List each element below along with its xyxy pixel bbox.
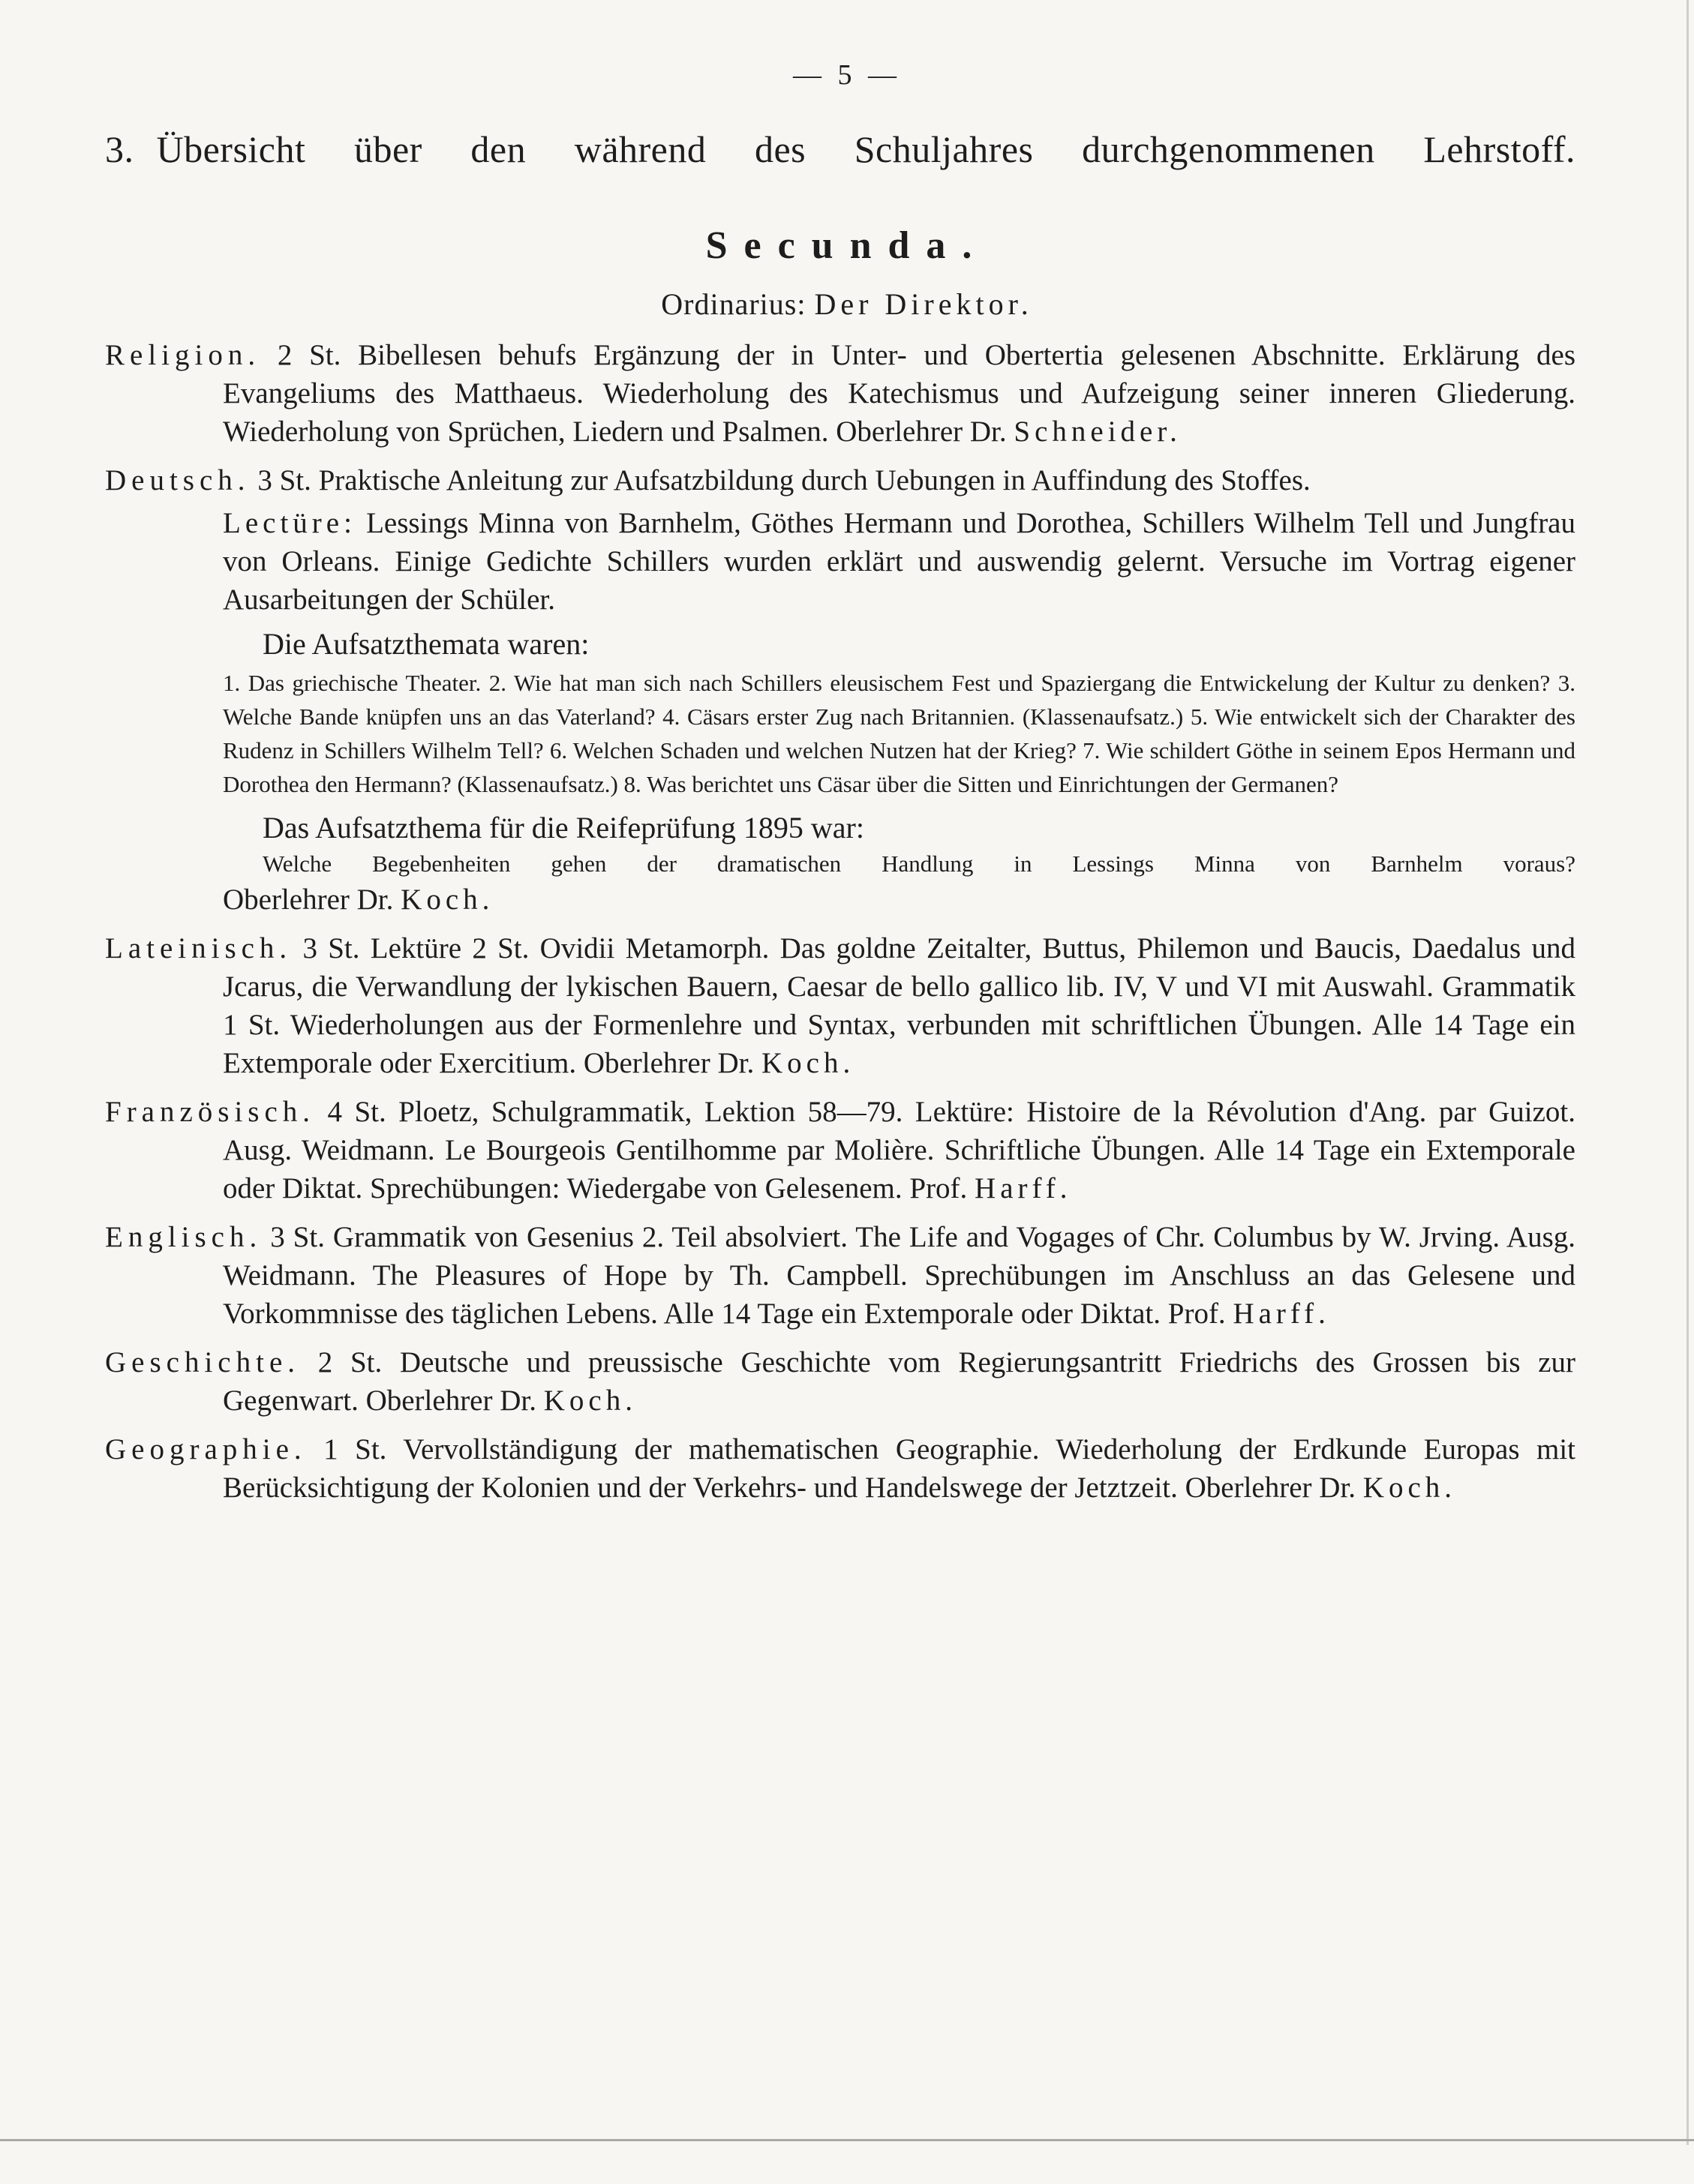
subject-teacher: Harff. [975, 1172, 1072, 1204]
themes-heading: Die Aufsatzthemata waren: [263, 627, 590, 661]
subject-teacher: Koch. [1362, 1472, 1457, 1504]
reife-heading: Das Aufsatzthema für die Reifeprüfung 1895 war: [263, 811, 864, 844]
subject-teacher: Harff. [1233, 1298, 1330, 1330]
subject-name: Geschichte. [105, 1346, 301, 1378]
lecture-text: Lessings Minna von Barnhelm, Göthes Hermann und Dorothea, Schillers Wilhelm Tell und Jungfrau von Orleans. Einige Gedichte Schillers wurden erklärt und auswendig gelernt. Versuche im Vortrag eigener Ausarbeitungen der Schüler. [223, 507, 1575, 616]
subject-name: Englisch. [105, 1221, 263, 1253]
deutsch-intro [105, 461, 1575, 500]
subject-name: Deutsch. [105, 464, 251, 496]
reife-text: Welche Begebenheiten gehen der dramatischen Handlung in Lessings Minna von Barnhelm voraus? [263, 850, 1575, 877]
deutsch-lecture [105, 504, 1575, 619]
subject-deutsch [105, 461, 1575, 919]
ordinarius-name: Der Direktor. [814, 287, 1033, 321]
ordinarius-line [0, 286, 1694, 322]
page-number: — 5 — [793, 59, 901, 91]
class-name: Secunda. [705, 224, 989, 267]
page-edge-bottom [0, 2139, 1694, 2141]
subject-teacher: Schneider. [1014, 416, 1182, 448]
subject-religion [105, 336, 1575, 451]
ordinarius-label: Ordinarius: [661, 287, 806, 321]
themes-list [105, 666, 1575, 801]
subject-geographie [105, 1430, 1575, 1507]
subject-text: 4 St. Ploetz, Schulgrammatik, Lektion 58—79. Lektüre: Histoire de la Révolution d'Ang. par Guizot. Ausg. Weidmann. Le Bourgeois Gentilhomme par Molière. Schriftliche Übungen. Alle 14 Tage ein Extemporale oder Diktat. Sprechübungen: Wiedergabe von Gelesenem. Prof. [223, 1096, 1576, 1204]
subject-text: 3 St. Grammatik von Gesenius 2. Teil absolviert. The Life and Vogages of Chr. Columbus by W. Jrving. Ausg. Weidmann. The Pleasures of Hope by Th. Campbell. Sprechübungen im Anschluss an das Gelesene und Vorkommnisse des täglichen Lebens. Alle 14 Tage ein Extemporale oder Diktat. Prof. [223, 1221, 1575, 1330]
deutsch-teacher-line [105, 880, 1575, 919]
subject-name: Religion. [105, 339, 261, 371]
subject-name: Lateinisch. [105, 932, 293, 964]
subject-teacher: Koch. [761, 1047, 855, 1079]
subject-name: Französisch. [105, 1096, 316, 1128]
section-title: Übersicht über den während des Schuljahres durchgenommenen Lehrstoff. [156, 128, 1575, 170]
subject-franzoesisch [105, 1093, 1575, 1208]
subject-text: 2 St. Bibellesen behufs Ergänzung der in Unter- und Obertertia gelesenen Abschnitte. Erklärung des Evangeliums des Matthaeus. Wiederholung des Katechismus und Aufzeigung seiner inneren Gliederung. Wiederholung von Sprüchen, Liedern und Psalmen. Oberlehrer Dr. [223, 339, 1575, 448]
subject-name: Geographie. [105, 1433, 307, 1466]
lecture-label: Lectüre: [223, 507, 356, 539]
subject-text: 2 St. Deutsche und preussische Geschichte vom Regierungsantritt Friedrichs des Grossen bis zur Gegenwart. Oberlehrer Dr. [223, 1346, 1576, 1417]
subject-teacher: Koch. [543, 1384, 637, 1417]
subject-text: 3 St. Lektüre 2 St. Ovidii Metamorph. Das goldne Zeitalter, Buttus, Philemon und Baucis, Daedalus und Jcarus, die Verwandlung der lykischen Bauern, Caesar de bello gallico lib. IV, V und VI mit Auswahl. Grammatik 1 St. Wiederholungen aus der Formenlehre und Syntax, verbunden mit schriftlichen Übungen. Alle 14 Tage ein Extemporale oder Exercitium. Oberlehrer Dr. [223, 932, 1575, 1079]
subject-englisch [105, 1218, 1575, 1333]
themes-text: 1. Das griechische Theater. 2. Wie hat man sich nach Schillers eleusischem Fest und Spaziergang die Entwickelung der Kultur zu denken? 3. Welche Bande knüpfen uns an das Vaterland? 4. Cäsars erster Zug nach Britannien. (Klassenaufsatz.) 5. Wie entwickelt sich der Charakter des Rudenz in Schillers Wilhelm Tell? 6. Welchen Schaden und welchen Nutzen hat der Krieg? 7. Wie schildert Göthe in seinem Epos Hermann und Dorothea den Hermann? (Klassenaufsatz.) 8. Was berichtet uns Cäsar über die Sitten und Einrichtungen der Germanen? [223, 670, 1575, 797]
page-edge-right [1686, 0, 1689, 2145]
subject-teacher: Koch. [401, 884, 494, 916]
subject-text: 1 St. Vervollständigung der mathematischen Geographie. Wiederholung der Erdkunde Europas mit Berücksichtigung der Kolonien und der Verkehrs- und Handelswege der Jetztzeit. Oberlehrer Dr. [223, 1433, 1576, 1504]
subject-text: 3 St. Praktische Anleitung zur Aufsatzbildung durch Uebungen in Auffindung des Stoffes. [257, 464, 1311, 496]
section-number: 3. [105, 128, 134, 170]
section-heading [105, 128, 1575, 171]
curriculum-body [105, 336, 1575, 1517]
subject-geschichte [105, 1343, 1575, 1420]
teacher-prefix: Oberlehrer Dr. [223, 884, 394, 916]
subject-lateinisch [105, 929, 1575, 1082]
